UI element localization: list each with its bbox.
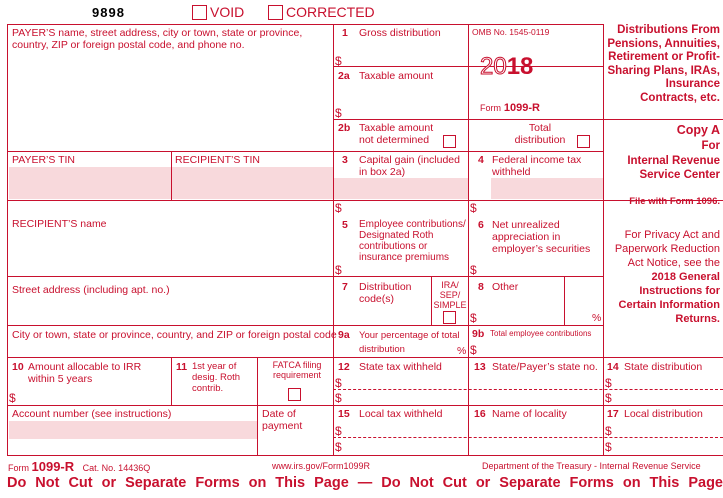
box6-label: Net unrealized appreciation in employer’s securities (492, 219, 591, 255)
box9b-number: 9b (472, 328, 485, 340)
box2a-label: Taxable amount (359, 70, 434, 82)
box16-number: 16 (474, 408, 486, 420)
payer-tin-field[interactable] (9, 167, 171, 199)
box12-label: State tax withheld (359, 361, 442, 373)
footer-url: www.irs.gov/Form1099R (272, 461, 371, 471)
box14-number: 14 (607, 361, 619, 373)
account-label: Account number (see instructions) (12, 408, 172, 420)
box15-dollar-2: $ (335, 440, 342, 454)
tax-year-bold: 18 (506, 53, 534, 80)
box13-label: State/Payer’s state no. (492, 361, 598, 373)
box17-dollar-2: $ (605, 440, 612, 454)
box2a-dollar: $ (335, 106, 342, 120)
payer-tin-label: PAYER’S TIN (12, 154, 76, 166)
total-distribution-checkbox[interactable] (577, 135, 590, 148)
box10-label: Amount allocable to IRR within 5 years (28, 361, 142, 385)
box16-label: Name of locality (492, 408, 567, 420)
box8-dollar: $ (470, 311, 477, 325)
payer-info-label: PAYER’S name, street address, city or town, state or province, country, ZIP or foreign postal code, and phone no. (12, 27, 303, 51)
box11-number: 11 (176, 361, 188, 373)
box14-dollar-2: $ (605, 391, 612, 405)
account-field[interactable] (9, 421, 257, 439)
box9b-label: Total employee contributions (490, 329, 592, 338)
box10-number: 10 (12, 361, 24, 373)
box2a-number: 2a (338, 70, 350, 82)
void-checkbox[interactable] (192, 5, 207, 20)
footer-cat-no: Cat. No. 14436Q (82, 463, 151, 473)
box3-dollar: $ (335, 201, 342, 215)
box7-number: 7 (342, 281, 348, 293)
box8-label: Other (492, 281, 519, 293)
form-label (480, 102, 540, 114)
box8-number: 8 (478, 281, 484, 293)
box5-dollar: $ (335, 263, 342, 277)
box12-dollar-1: $ (335, 376, 342, 390)
box9b-dollar: $ (470, 343, 477, 357)
recipient-tin-field[interactable] (172, 167, 333, 199)
form-number: 1099-R (503, 102, 540, 114)
tax-year-outline: 20 (480, 53, 507, 80)
box12-number: 12 (338, 361, 350, 373)
box14-dollar-1: $ (605, 376, 612, 390)
box5-number: 5 (342, 219, 348, 231)
box17-dollar-1: $ (605, 424, 612, 438)
box2b-number: 2b (338, 122, 351, 134)
box1-dollar: $ (335, 54, 342, 68)
box6-number: 6 (478, 219, 484, 231)
box7-label: Distribution code(s) (359, 281, 412, 305)
fatca-checkbox[interactable] (288, 388, 301, 401)
box17-label: Local distribution (624, 408, 703, 420)
box15-number: 15 (338, 408, 350, 420)
form-word: Form (480, 103, 501, 113)
recipient-name-label: RECIPIENT’S name (12, 218, 107, 230)
date-of-payment-label: Date of payment (262, 408, 303, 432)
box17-number: 17 (607, 408, 619, 420)
recipient-tin-label: RECIPIENT’S TIN (175, 154, 260, 166)
copy-title: Copy A (676, 123, 720, 137)
footer-form-word: Form (8, 463, 29, 473)
box3-field[interactable] (334, 178, 468, 199)
box9a-percent: % (457, 345, 467, 357)
box4-label: Federal income tax withheld (492, 154, 582, 178)
box4-number: 4 (478, 154, 484, 166)
box4-field[interactable] (491, 178, 603, 199)
do-not-cut-warning: Do Not Cut or Separate Forms on This Page — Do Not Cut or Separate Forms on This Page (7, 475, 723, 491)
form-title: Distributions From Pensions, Annuities, Retirement or Profit-Sharing Plans, IRAs, Insurance Contracts, etc. (607, 24, 720, 104)
tax-year (480, 54, 533, 80)
box12-dollar-2: $ (335, 391, 342, 405)
box6-dollar: $ (470, 263, 477, 277)
box8-percent: % (592, 312, 602, 324)
copy-irs: Internal Revenue Service Center (627, 155, 720, 181)
box11-label: 1st year of desig. Roth contrib. (192, 361, 241, 394)
file-with-label: File with Form 1096. (629, 196, 720, 207)
box5-label: Employee contributions/ Designated Roth contributions or insurance premiums (359, 219, 466, 263)
box13-number: 13 (474, 361, 486, 373)
footer-dept: Department of the Treasury - Internal Revenue Service (482, 461, 701, 471)
ira-sep-simple-checkbox[interactable] (443, 311, 456, 324)
privacy-text: For Privacy Act and Paperwork Reduction Act Notice, see the (614, 229, 720, 269)
box10-dollar: $ (9, 391, 16, 405)
copy-for: For (701, 140, 720, 152)
street-address-label: Street address (including apt. no.) (12, 284, 170, 296)
box9a-number: 9a (338, 329, 350, 341)
void-label: VOID (210, 4, 245, 20)
privacy-notice (606, 228, 720, 326)
box4-dollar: $ (470, 201, 477, 215)
city-label: City or town, state or province, country, and ZIP or foreign postal code (12, 329, 337, 341)
ira-sep-simple-label: IRA/ SEP/ SIMPLE (433, 280, 467, 310)
box2b-label: Taxable amount not determined (359, 122, 434, 146)
footer-form-number: 1099-R (31, 459, 75, 474)
box2b-checkbox[interactable] (443, 135, 456, 148)
footer-form (8, 459, 150, 474)
box14-label: State distribution (624, 361, 703, 373)
box15-label: Local tax withheld (359, 408, 443, 420)
box3-label: Capital gain (included in box 2a) (359, 154, 460, 178)
box9a-label: Your percentage of total distribution (359, 330, 460, 355)
box1-number: 1 (342, 27, 348, 39)
corrected-label: CORRECTED (286, 4, 375, 20)
privacy-bold: 2018 General Instructions for Certain Information Returns. (618, 271, 720, 325)
corrected-checkbox[interactable] (268, 5, 283, 20)
total-distribution-label: Total distribution (514, 122, 566, 146)
form-code: 9898 (92, 5, 125, 20)
omb-number: OMB No. 1545-0119 (472, 27, 550, 37)
fatca-label: FATCA filing requirement (272, 360, 322, 380)
box3-number: 3 (342, 154, 348, 166)
box15-dollar-1: $ (335, 424, 342, 438)
box1-label: Gross distribution (359, 27, 441, 39)
